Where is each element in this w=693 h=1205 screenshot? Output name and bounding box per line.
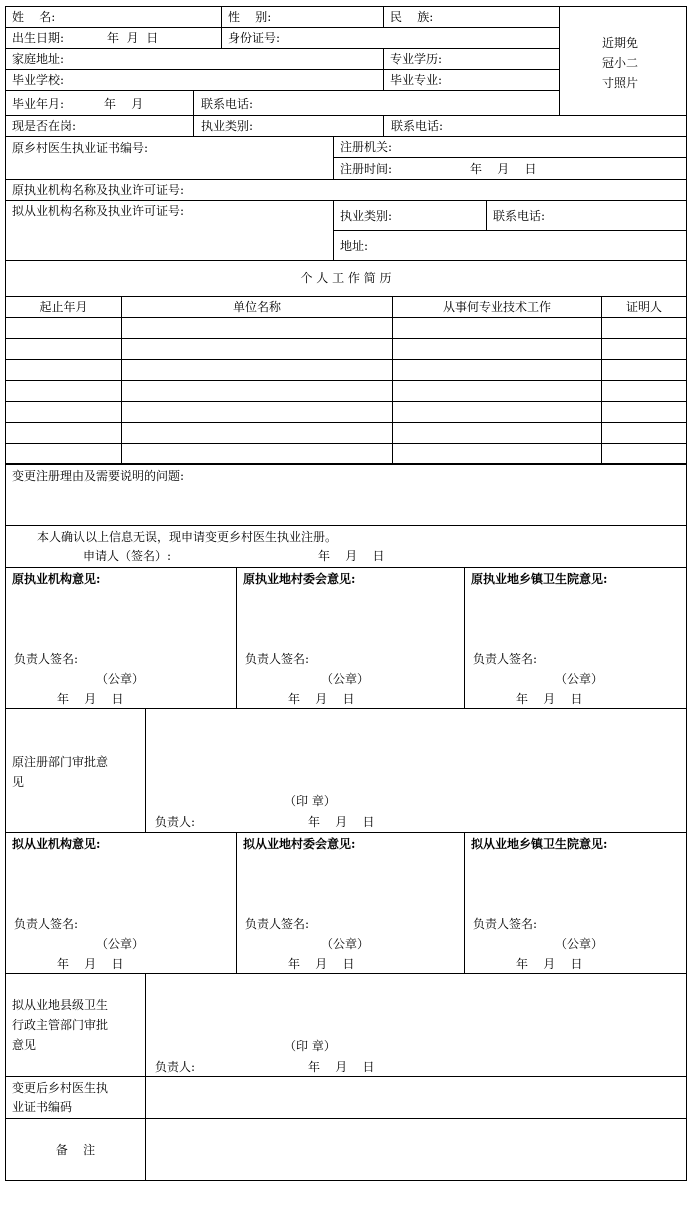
new-type-label: 执业类别: xyxy=(340,209,393,223)
opinion-date: 年 月 日 xyxy=(57,957,124,971)
opinion-title: 原执业地村委会意见: xyxy=(243,572,356,586)
resume-cell[interactable] xyxy=(5,401,122,423)
county-approval-person: 负责人: xyxy=(155,1060,196,1074)
new-cert-input-cell[interactable] xyxy=(145,1076,687,1119)
photo-line-2: 冠小二 xyxy=(602,56,639,70)
cert-number-cell[interactable] xyxy=(5,136,334,180)
grad-date-label: 毕业年月: xyxy=(12,97,65,111)
opinion-seal: （公章） xyxy=(555,672,604,686)
birth-cell[interactable] xyxy=(5,27,222,49)
county-approval-label-3: 意见 xyxy=(12,1038,37,1052)
resume-cell[interactable] xyxy=(601,317,687,339)
new-org-label: 拟从业机构名称及执业许可证号: xyxy=(12,204,185,218)
resume-header-witness xyxy=(601,296,687,318)
new-org-cell[interactable] xyxy=(5,200,334,261)
education-cell[interactable] xyxy=(383,48,560,70)
opinion-date: 年 月 日 xyxy=(57,692,124,706)
address-label: 家庭地址: xyxy=(12,52,65,66)
opinion-title: 原执业地乡镇卫生院意见: xyxy=(471,572,608,586)
opinion-sign-label: 负责人签名: xyxy=(473,917,538,931)
opinion-title: 原执业机构意见: xyxy=(12,572,101,586)
new-phone-label: 联系电话: xyxy=(493,209,546,223)
authority-cell[interactable] xyxy=(333,136,687,158)
confirm-date: 年 月 日 xyxy=(318,549,385,563)
reg-time-cell[interactable] xyxy=(333,157,687,180)
remarks-label: 备 注 xyxy=(55,1143,96,1157)
new-address-label: 地址: xyxy=(340,239,369,253)
resume-cell[interactable] xyxy=(5,317,122,339)
confirm-statement: 本人确认以上信息无误，现申请变更乡村医生执业注册。 xyxy=(37,530,338,544)
phone-cell[interactable] xyxy=(193,90,560,116)
resume-cell[interactable] xyxy=(5,338,122,360)
opinion-sign-label: 负责人签名: xyxy=(245,917,310,931)
county-approval-cell[interactable] xyxy=(145,973,687,1077)
resume-cell[interactable] xyxy=(392,380,602,402)
resume-cell[interactable] xyxy=(5,443,122,465)
resume-cell[interactable] xyxy=(392,317,602,339)
opinion-box[interactable] xyxy=(236,567,465,709)
opinion-box[interactable] xyxy=(5,567,237,709)
opinion-title: 拟从业机构意见: xyxy=(12,837,101,851)
opinion-seal: （公章） xyxy=(321,672,370,686)
cert-number-label: 原乡村医生执业证书编号: xyxy=(12,141,149,155)
resume-cell[interactable] xyxy=(121,338,393,360)
resume-header-witness-text: 证明人 xyxy=(625,300,662,314)
resume-header-unit-text: 单位名称 xyxy=(232,300,281,314)
resume-header-unit xyxy=(121,296,393,318)
resume-cell[interactable] xyxy=(5,359,122,381)
new-phone-cell[interactable] xyxy=(486,200,687,231)
county-approval-seal: （印 章） xyxy=(284,1039,336,1053)
photo-box[interactable] xyxy=(559,6,687,116)
opinion-sign-label: 负责人签名: xyxy=(14,652,79,666)
education-label: 专业学历: xyxy=(390,52,443,66)
opinion-date: 年 月 日 xyxy=(516,692,583,706)
resume-title-cell xyxy=(5,260,687,297)
orig-org-cell[interactable] xyxy=(5,179,687,201)
birth-date: 年 月 日 xyxy=(107,31,159,45)
confirm-cell xyxy=(5,525,687,568)
opinion-sign-label: 负责人签名: xyxy=(473,652,538,666)
birth-label: 出生日期: xyxy=(12,31,65,45)
resume-cell[interactable] xyxy=(392,359,602,381)
opinion-box[interactable] xyxy=(5,832,237,974)
resume-cell[interactable] xyxy=(5,422,122,444)
major-cell[interactable] xyxy=(383,69,560,91)
orig-approval-label-cell xyxy=(5,708,146,833)
ethnicity-label: 民 族: xyxy=(390,10,434,24)
resume-cell[interactable] xyxy=(121,422,393,444)
county-approval-label-1: 拟从业地县级卫生 xyxy=(12,998,109,1012)
reason-cell[interactable] xyxy=(5,463,687,526)
ethnicity-cell[interactable] xyxy=(383,6,560,28)
opinion-seal: （公章） xyxy=(96,672,145,686)
on-duty-label: 现是否在岗: xyxy=(12,119,77,133)
new-cert-label-cell xyxy=(5,1076,146,1119)
remarks-label-cell xyxy=(5,1118,146,1181)
photo-line-1: 近期免 xyxy=(602,36,639,50)
name-cell[interactable] xyxy=(5,6,222,28)
name-label: 姓 名: xyxy=(12,10,56,24)
opinion-box[interactable] xyxy=(464,832,687,974)
practice-type-label: 执业类别: xyxy=(201,119,254,133)
resume-cell[interactable] xyxy=(601,443,687,465)
grad-date-cell[interactable] xyxy=(5,90,194,116)
phone-label: 联系电话: xyxy=(201,97,254,111)
new-cert-label-2: 业证书编码 xyxy=(12,1100,73,1114)
opinion-date: 年 月 日 xyxy=(288,692,355,706)
resume-cell[interactable] xyxy=(392,401,602,423)
practice-type-cell[interactable] xyxy=(193,115,384,137)
new-cert-label-1: 变更后乡村医生执 xyxy=(12,1081,109,1095)
resume-cell[interactable] xyxy=(121,317,393,339)
school-cell[interactable] xyxy=(5,69,384,91)
new-type-cell[interactable] xyxy=(333,200,487,231)
applicant-label[interactable]: 申请人（签名）: xyxy=(83,549,172,563)
opinion-sign-label: 负责人签名: xyxy=(245,652,310,666)
resume-cell[interactable] xyxy=(601,401,687,423)
county-approval-date: 年 月 日 xyxy=(308,1060,375,1074)
orig-approval-label-1: 原注册部门审批意 xyxy=(12,755,109,769)
resume-cell[interactable] xyxy=(121,380,393,402)
resume-header-work-text: 从事何专业技术工作 xyxy=(442,300,551,314)
orig-approval-cell[interactable] xyxy=(145,708,687,833)
resume-header-period xyxy=(5,296,122,318)
resume-cell[interactable] xyxy=(5,380,122,402)
major-label: 毕业专业: xyxy=(390,73,443,87)
photo-line-3: 寸照片 xyxy=(602,76,639,90)
opinion-box[interactable] xyxy=(464,567,687,709)
resume-cell[interactable] xyxy=(392,338,602,360)
county-approval-label-cell xyxy=(5,973,146,1077)
authority-label: 注册机关: xyxy=(340,140,393,154)
orig-approval-seal: （印 章） xyxy=(284,794,336,808)
resume-header-work xyxy=(392,296,602,318)
resume-header-period-text: 起止年月 xyxy=(39,300,88,314)
resume-cell[interactable] xyxy=(392,443,602,465)
resume-cell[interactable] xyxy=(601,422,687,444)
orig-approval-label-2: 见 xyxy=(12,775,25,789)
opinion-date: 年 月 日 xyxy=(288,957,355,971)
opinion-seal: （公章） xyxy=(555,937,604,951)
resume-cell[interactable] xyxy=(121,443,393,465)
opinion-date: 年 月 日 xyxy=(516,957,583,971)
orig-org-label: 原执业机构名称及执业许可证号: xyxy=(12,183,185,197)
resume-title: 个 人 工 作 简 历 xyxy=(300,271,392,285)
remarks-input-cell[interactable] xyxy=(145,1118,687,1181)
id-number-label: 身份证号: xyxy=(228,31,281,45)
orig-approval-person: 负责人: xyxy=(155,815,196,829)
orig-approval-date: 年 月 日 xyxy=(308,815,375,829)
reason-label: 变更注册理由及需要说明的问题: xyxy=(12,469,185,483)
opinion-box[interactable] xyxy=(236,832,465,974)
gender-label: 性 别: xyxy=(228,10,272,24)
on-duty-cell[interactable] xyxy=(5,115,194,137)
county-approval-label-2: 行政主管部门审批 xyxy=(12,1018,109,1032)
resume-cell[interactable] xyxy=(121,359,393,381)
opinion-seal: （公章） xyxy=(321,937,370,951)
resume-cell[interactable] xyxy=(601,380,687,402)
school-label: 毕业学校: xyxy=(12,73,65,87)
opinion-title: 拟从业地乡镇卫生院意见: xyxy=(471,837,608,851)
resume-cell[interactable] xyxy=(601,359,687,381)
resume-cell[interactable] xyxy=(121,401,393,423)
grad-ym: 年 月 xyxy=(104,97,144,111)
reg-date: 年 月 日 xyxy=(470,162,537,176)
resume-cell[interactable] xyxy=(392,422,602,444)
opinion-title: 拟从业地村委会意见: xyxy=(243,837,356,851)
address-cell[interactable] xyxy=(5,48,384,70)
gender-cell[interactable] xyxy=(221,6,384,28)
opinion-seal: （公章） xyxy=(96,937,145,951)
resume-cell[interactable] xyxy=(601,338,687,360)
phone2-label: 联系电话: xyxy=(391,119,444,133)
reg-time-label: 注册时间: xyxy=(340,162,393,176)
phone2-cell[interactable] xyxy=(383,115,687,137)
opinion-sign-label: 负责人签名: xyxy=(14,917,79,931)
new-address-cell[interactable] xyxy=(333,230,687,261)
id-number-cell[interactable] xyxy=(221,27,560,49)
